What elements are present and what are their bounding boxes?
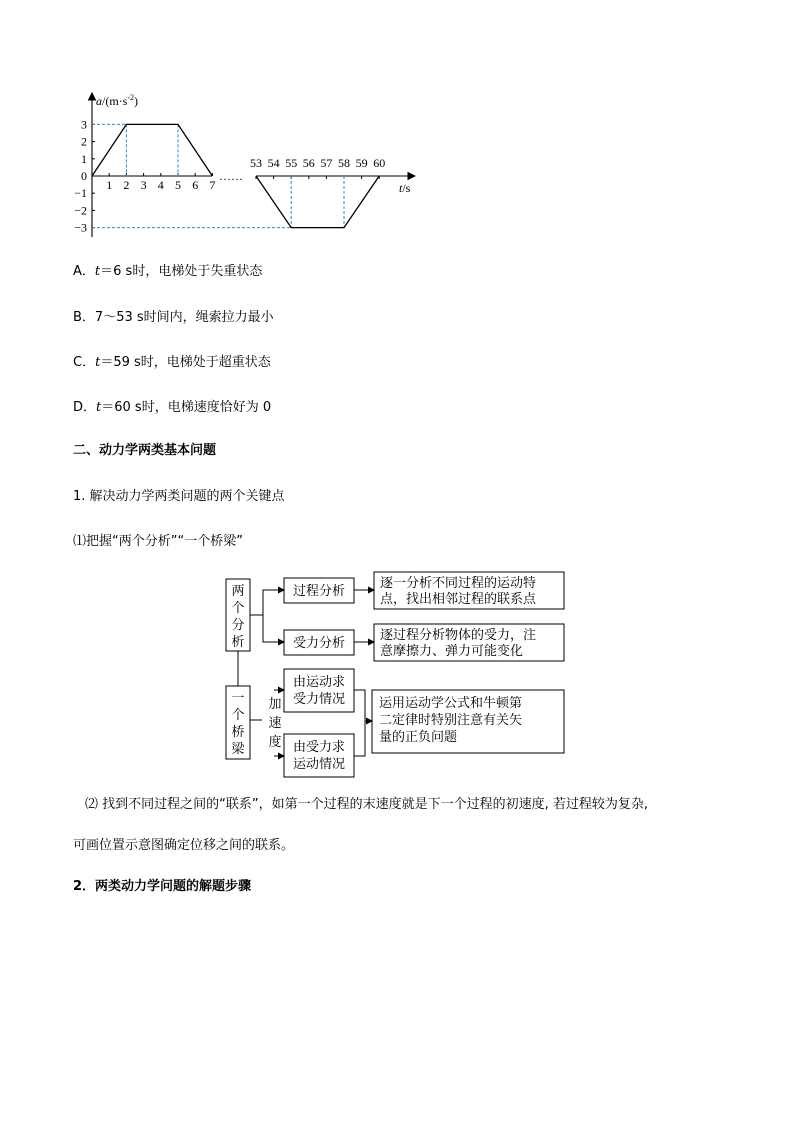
y-tick-label: 3 [81, 117, 87, 132]
y-tick-label: 0 [81, 169, 87, 183]
two-analyses-char: 析 [231, 635, 245, 650]
acceleration-char: 加 [268, 697, 282, 712]
law-desc-line: 运用运动学公式和牛顿第 [379, 696, 523, 711]
force-to-motion-line: 由受力求 [292, 740, 346, 755]
option-letter: C． [73, 355, 96, 370]
x-tick-labels [106, 156, 385, 192]
y-tick-label: −3 [74, 220, 87, 235]
one-bridge-char: 一 [231, 691, 245, 706]
process-desc-line: 逐一分析不同过程的运动特 [380, 576, 537, 591]
point1-sub2-line2: 可画位置示意图确定位移之间的联系。 [73, 838, 295, 853]
force-desc-line: 意摩擦力、弹力可能变化 [380, 644, 524, 659]
option-d: D．t＝60 s时，电梯速度恰好为 0 [73, 400, 272, 415]
y-tick-label: 1 [81, 151, 87, 166]
x-tick-label: 7 [209, 178, 216, 192]
key-points-diagram [220, 568, 570, 780]
motion-to-force-line: 受力情况 [292, 692, 346, 707]
one-bridge-char: 桥 [231, 725, 245, 740]
y-exp: -2 [127, 93, 135, 102]
option-a: A．t＝6 s时，电梯处于失重状态 [73, 264, 263, 279]
point1-sub1: ⑴把握“两个分析”“一个桥梁” [73, 534, 243, 549]
process-desc-line: 点，找出相邻过程的联系点 [380, 592, 537, 607]
x-tick-label: 55 [285, 156, 298, 170]
option-c: C．t＝59 s时，电梯处于超重状态 [73, 355, 271, 370]
option-b: B．7～53 s时间内，绳索拉力最小 [73, 310, 274, 325]
option-letter: D． [73, 400, 97, 415]
option-letter: A． [73, 264, 95, 279]
one-bridge-char: 梁 [231, 742, 245, 757]
force-desc-line: 逐过程分析物体的受力，注 [380, 628, 537, 643]
point1-sub2-line1: ⑵ 找到不同过程之间的“联系”，如第一个过程的末速度就是下一个过程的初速度, 若过程较为复杂, [85, 797, 648, 812]
two-analyses-char: 分 [231, 618, 245, 633]
x-tick-label: 5 [175, 178, 181, 192]
motion-to-force-line: 由运动求 [292, 675, 346, 690]
axis-break-ellipsis: …… [219, 169, 243, 183]
point1-title: 1. 解决动力学两类问题的两个关键点 [73, 489, 285, 504]
x-tick-label: 2 [123, 178, 130, 192]
y-tick-label: 2 [81, 134, 87, 149]
x-tick-label: 1 [106, 178, 113, 192]
two-analyses-char: 两 [231, 584, 245, 599]
acceleration-char: 度 [268, 735, 282, 750]
x-axis-label: t/s [399, 181, 411, 195]
law-desc-line: 二定律时特别注意有关矢 [379, 713, 523, 728]
acceleration-char: 速 [268, 716, 282, 731]
x-tick-label: 4 [157, 178, 164, 192]
series-line-1 [92, 124, 212, 176]
x-tick-label: 53 [250, 156, 262, 170]
x-tick-label: 59 [355, 156, 368, 170]
y-tick-label: −2 [74, 203, 87, 218]
x-tick-label: 6 [192, 178, 199, 192]
point2-title: 2．两类动力学问题的解题步骤 [73, 879, 252, 894]
section-title: 二、动力学两类基本问题 [73, 443, 217, 458]
one-bridge-char: 个 [231, 708, 245, 723]
series-line-2 [256, 176, 379, 228]
x-tick-label: 54 [267, 156, 280, 170]
process-analysis-label: 过程分析 [292, 584, 346, 599]
law-desc-line: 量的正负问题 [379, 730, 458, 745]
x-tick-label: 58 [338, 156, 350, 170]
force-to-motion-line: 运动情况 [292, 757, 346, 772]
option-letter: B． [73, 310, 95, 325]
y-tick-label: −1 [74, 186, 87, 201]
x-tick-label: 3 [140, 178, 147, 192]
x-tick-label: 60 [373, 156, 386, 170]
x-tick-label: 57 [320, 156, 333, 170]
acceleration-time-chart [60, 85, 430, 245]
force-analysis-label: 受力分析 [292, 636, 346, 651]
two-analyses-char: 个 [231, 601, 245, 616]
x-tick-label: 56 [302, 156, 315, 170]
y-axis-label: $a/(m\cdot s^{-2})$ [96, 93, 139, 108]
